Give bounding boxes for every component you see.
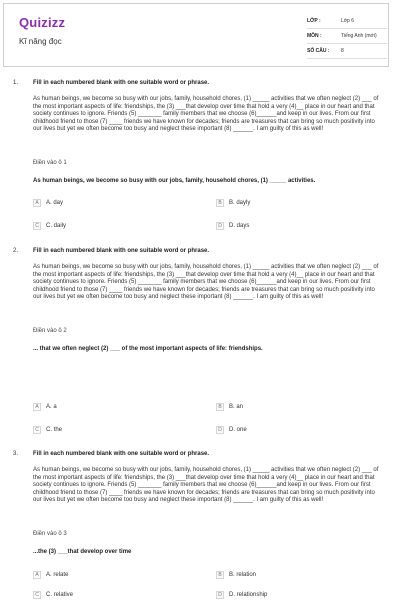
option-text: D. one xyxy=(229,426,247,433)
question-prompt: ... that we often neglect (2) ___ of the most important aspects of life: friendships. xyxy=(33,346,263,352)
question-prompt: ...the (3) ___that develop over time xyxy=(33,549,132,555)
blank-label: Điền vào ô 1 xyxy=(33,160,67,166)
option-text: B. relation xyxy=(229,571,257,578)
option-text: C. daily xyxy=(46,222,67,229)
option-text: B. an xyxy=(229,403,244,410)
question-title: Fill in each numbered blank with one suitable word or phrase. xyxy=(33,451,210,457)
option-a[interactable] xyxy=(33,197,63,208)
option-text: A. day xyxy=(46,199,64,206)
option-text: C. relative xyxy=(46,591,74,598)
quizizz-logo: Quizizz xyxy=(19,15,66,30)
option-letter-box: A xyxy=(33,403,41,411)
meta-value-class: Lớp 6 xyxy=(341,18,355,24)
meta-value-subject: Tiếng Anh (mới) xyxy=(341,33,377,39)
option-b[interactable] xyxy=(216,401,243,412)
meta-divider xyxy=(307,28,387,29)
option-c[interactable] xyxy=(33,424,62,435)
option-letter-box: D xyxy=(216,591,224,599)
option-letter-box: D xyxy=(216,222,224,230)
question-passage: As human beings, we become so busy with our jobs, family, household chores, (1) _____ activities that we often neglect (2) ___ of the most important aspects of life: friendships, the (3) ___that develop over time that hold a very (4)__ place in our heart and that society continues to ignore. Friends (5) _______ family members that we choose (6)______and keep in our lives. From our first childhood friend to those (7) ____ friends we have known for decades; friends are treasures that can bring so much positivity into our lives but yet we often become too busy and neglect these important (8) ______. I am guilty of this as well! xyxy=(33,264,379,301)
meta-label-count: SỐ CÂU : xyxy=(307,48,330,54)
option-text: A. relate xyxy=(46,571,69,578)
option-text: C. the xyxy=(46,426,63,433)
question-number: 3. xyxy=(13,451,19,457)
question-prompt: As human beings, we become so busy with our jobs, family, household chores, (1) _____ activities. xyxy=(33,178,316,184)
option-a[interactable] xyxy=(33,401,57,412)
option-c[interactable] xyxy=(33,220,66,231)
worksheet-header xyxy=(3,3,389,67)
option-letter-box: D xyxy=(216,426,224,434)
option-c[interactable] xyxy=(33,589,73,600)
option-letter-box: A xyxy=(33,199,41,207)
option-a[interactable] xyxy=(33,569,68,580)
option-b[interactable] xyxy=(216,197,250,208)
option-b[interactable] xyxy=(216,569,256,580)
option-d[interactable] xyxy=(216,424,247,435)
option-text: D. relationship xyxy=(229,591,268,598)
option-letter-box: B xyxy=(216,199,224,207)
meta-label-class: LỚP : xyxy=(307,18,321,24)
question-passage: As human beings, we become so busy with our jobs, family, household chores, (1) _____ activities that we often neglect (2) ___ of the most important aspects of life: friendships, the (3) ___that develop over time that hold a very (4)__ place in our heart and that society continues to ignore. Friends (5) _______ family members that we choose (6)______and keep in our lives. From our first childhood friend to those (7) ____ friends we have known for decades; friends are treasures that can bring so much positivity into our lives but yet we often become too busy and neglect these important (8) ______. I am guilty of this as well! xyxy=(33,467,379,504)
question-number: 1. xyxy=(13,80,19,86)
option-text: A. a xyxy=(46,403,57,410)
option-d[interactable] xyxy=(216,220,249,231)
question-title: Fill in each numbered blank with one suitable word or phrase. xyxy=(33,80,210,86)
meta-divider xyxy=(307,43,387,44)
meta-divider xyxy=(307,58,387,59)
question-number: 2. xyxy=(13,248,19,254)
option-letter-box: B xyxy=(216,403,224,411)
option-text: B. dayly xyxy=(229,199,251,206)
option-letter-box: B xyxy=(216,571,224,579)
blank-label: Điền vào ô 2 xyxy=(33,328,67,334)
meta-label-subject: MÔN : xyxy=(307,33,322,39)
blank-label: Điền vào ô 3 xyxy=(33,531,67,537)
option-letter-box: C xyxy=(33,591,41,599)
option-text: D. days xyxy=(229,222,250,229)
question-passage: As human beings, we become so busy with our jobs, family, household chores, (1) _____ activities that we often neglect (2) ___ of the most important aspects of life: friendships, the (3) ___that develop over time that hold a very (4)__ place in our heart and that society continues to ignore. Friends (5) _______ family members that we choose (6)______and keep in our lives. From our first childhood friend to those (7) ____ friends we have known for decades; friends are treasures that can bring so much positivity into our lives but yet we often become too busy and neglect these important (8) ______. I am guilty of this as well! xyxy=(33,96,379,133)
option-letter-box: A xyxy=(33,571,41,579)
option-d[interactable] xyxy=(216,589,267,600)
worksheet-title: Kĩ năng đọc xyxy=(19,37,62,46)
meta-value-count: 8 xyxy=(341,48,344,54)
question-title: Fill in each numbered blank with one suitable word or phrase. xyxy=(33,248,210,254)
option-letter-box: C xyxy=(33,222,41,230)
option-letter-box: C xyxy=(33,426,41,434)
